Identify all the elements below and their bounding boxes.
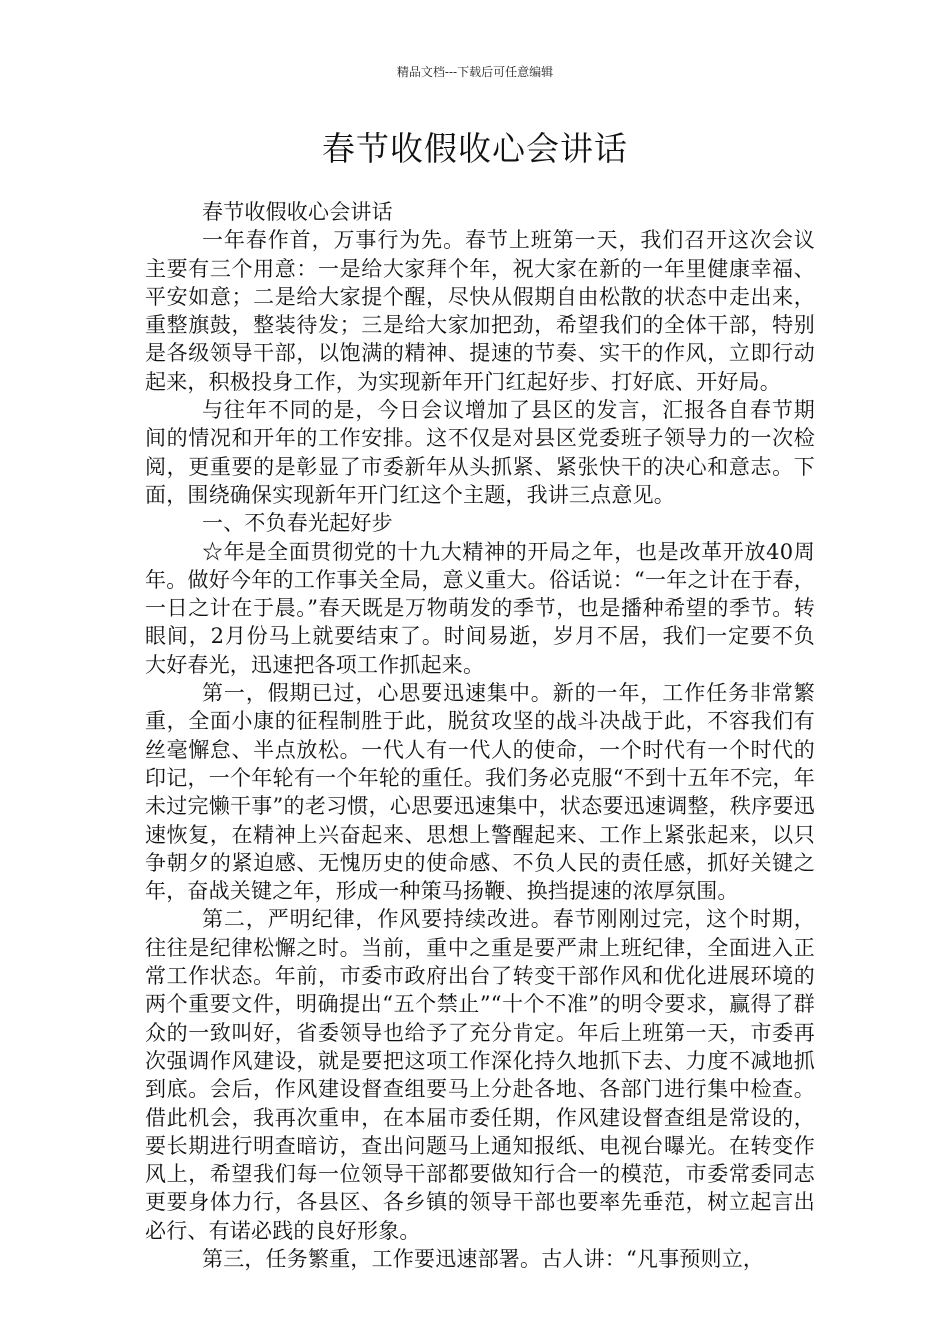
section-heading: 一、不负春光起好步 xyxy=(202,511,393,536)
body-paragraph: 一年春作首，万事行为先。春节上班第一天，我们召开这次会议主要有三个用意：一是给大家拜个年，祝大家在新的一年里健康幸福、平安如意；二是给大家提个醒，尽快从假期自由松散的状态中走出来，重整旗鼓，整装待发；三是给大家加把劲，希望我们的全体干部，特别是各级领导干部，以饱满的精神、提速的节奏、实干的作风，立即行动起来，积极投身工作，为实现新年开门红起好步、打好底、开好局。 xyxy=(145,228,815,394)
document-body xyxy=(145,198,815,1273)
document-title: 春节收假收心会讲话 xyxy=(322,129,628,168)
body-paragraph: 第三，任务繁重，工作要迅速部署。古人讲：“凡事预则立， xyxy=(202,1246,765,1271)
body-paragraph: 第一，假期已过，心思要迅速集中。新的一年，工作任务非常繁重，全面小康的征程制胜于此，脱贫攻坚的战斗决战于此，不容我们有丝毫懈怠、半点放松。一代人有一代人的使命，一个时代有一个时代的印记，一个年轮有一个年轮的重任。我们务必克服“不到十五年不完，年未过完懒干事”的老习惯，心思要迅速集中，状态要迅速调整，秩序要迅速恢复，在精神上兴奋起来、思想上警醒起来、工作上紧张起来，以只争朝夕的紧迫感、无愧历史的使命感、不负人民的责任感，抓好关键之年，奋战关键之年，形成一种策马扬鞭、换挡提速的浓厚氛围。 xyxy=(145,681,815,904)
body-paragraph: ☆年是全面贯彻党的十九大精神的开局之年，也是改革开放40周年。做好今年的工作事关全局，意义重大。俗话说：“一年之计在于春，一日之计在于晨。”春天既是万物萌发的季节，也是播种希望的季节。转眼间，2月份马上就要结束了。时间易逝，岁月不居，我们一定要不负大好春光，迅速把各项工作抓起来。 xyxy=(145,539,815,677)
body-paragraph: 第二，严明纪律，作风要持续改进。春节刚刚过完，这个时期，往往是纪律松懈之时。当前，重中之重是要严肃上班纪律，全面进入正常工作状态。年前，市委市政府出台了转变干部作风和优化进展环境的两个重要文件，明确提出“五个禁止”“十个不准”的明令要求，赢得了群众的一致叫好，省委领导也给予了充分肯定。年后上班第一天，市委再次强调作风建设，就是要把这项工作深化持久地抓下去、力度不减地抓到底。会后，作风建设督查组要马上分赴各地、各部门进行集中检查。借此机会，我再次重申，在本届市委任期，作风建设督查组是常设的，要长期进行明查暗访，查出问题马上通知报纸、电视台曝光。在转变作风上，希望我们每一位领导干部都要做知行合一的模范，市委常委同志更要身体力行，各县区、各乡镇的领导干部也要率先垂范，树立起言出必行、有诺必践的良好形象。 xyxy=(145,907,815,1243)
page-header: 精品文档---下载后可任意编辑 xyxy=(396,65,554,79)
body-paragraph: 春节收假收心会讲话 xyxy=(202,200,393,224)
body-paragraph: 与往年不同的是，今日会议增加了县区的发言，汇报各自春节期间的情况和开年的工作安排。这不仅是对县区党委班子领导力的一次检阅，更重要的是彰显了市委新年从头抓紧、紧张快干的决心和意志。下面，围绕确保实现新年开门红这个主题，我讲三点意见。 xyxy=(145,398,815,507)
